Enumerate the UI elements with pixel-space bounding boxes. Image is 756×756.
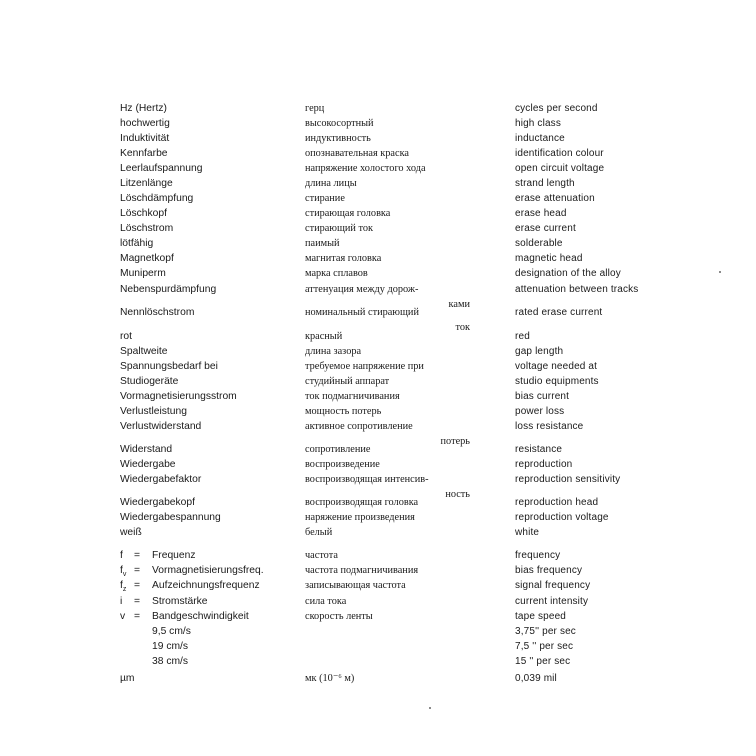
- german-term: Nennlöschstrom: [120, 307, 195, 318]
- russian-term: мощность потерь: [305, 406, 382, 417]
- russian-term: наряжение произведения: [305, 512, 415, 523]
- english-speed: 3,75'' per sec: [515, 626, 576, 637]
- english-term: 0,039 mil: [515, 673, 557, 684]
- russian-term: активное сопротивление потерь: [305, 421, 470, 447]
- english-term: erase attenuation: [515, 193, 595, 204]
- symbol-meaning: Stromstärke: [152, 596, 208, 607]
- symbol-meaning: Aufzeichnungsfrequenz: [152, 580, 260, 591]
- german-term: Löschdämpfung: [120, 193, 194, 204]
- english-term: reproduction head: [515, 497, 599, 508]
- russian-term: напряжение холостого хода: [305, 163, 426, 174]
- english-term: inductance: [515, 133, 565, 144]
- german-term: Verlustleistung: [120, 406, 187, 417]
- english-term: designation of the alloy: [515, 268, 621, 279]
- russian-term: ток подмагничивания: [305, 391, 400, 402]
- russian-term: высокосортный: [305, 118, 374, 129]
- russian-term: герц: [305, 103, 325, 114]
- russian-term: воспроизводящая интенсив- ность: [305, 474, 470, 500]
- english-term: high class: [515, 118, 561, 129]
- german-term: Induktivität: [120, 133, 170, 144]
- russian-term: сопротивление: [305, 444, 371, 455]
- german-term: lötfähig: [120, 238, 154, 249]
- german-term: Studiogeräte: [120, 376, 179, 387]
- english-term: frequency: [515, 550, 561, 561]
- english-term: tape speed: [515, 611, 566, 622]
- german-term: hochwertig: [120, 118, 170, 129]
- german-term: Löschstrom: [120, 223, 174, 234]
- equals-sign: =: [134, 565, 141, 576]
- russian-term: магнитая головка: [305, 253, 382, 264]
- russian-term: сила тока: [305, 596, 347, 607]
- russian-term: аттенуация между дорож- ками: [305, 284, 470, 310]
- russian-term: скорость ленты: [305, 611, 373, 622]
- english-term: bias current: [515, 391, 570, 402]
- german-speed: 19 cm/s: [152, 641, 189, 652]
- micro-row: [0, 671, 756, 701]
- english-term: identification colour: [515, 148, 604, 159]
- german-term: Nebenspurdämpfung: [120, 284, 217, 295]
- russian-term: мк (10⁻⁶ м): [305, 673, 355, 684]
- german-term: Widerstand: [120, 444, 173, 455]
- symbol: $f_z$: [120, 580, 127, 594]
- russian-term: частота: [305, 550, 338, 561]
- german-term: [120, 594, 208, 609]
- german-term: Wiedergabespannung: [120, 512, 221, 523]
- english-term: gap length: [515, 346, 564, 357]
- russian-term: белый: [305, 527, 333, 538]
- russian-term: паимый: [305, 238, 340, 249]
- english-term: signal frequency: [515, 580, 591, 591]
- english-term: rated erase current: [515, 307, 603, 318]
- russian-term: воспроизводящая головка: [305, 497, 419, 508]
- german-term: Litzenlänge: [120, 178, 173, 189]
- russian-term: записывающая частота: [305, 580, 406, 591]
- russian-term: опознавательная краска: [305, 148, 409, 159]
- russian-term: студийный аппарат: [305, 376, 390, 387]
- english-term: attenuation between tracks: [515, 284, 639, 295]
- russian-term: частота подмагничивания: [305, 565, 419, 576]
- german-term: Spannungsbedarf bei: [120, 361, 218, 372]
- english-term: magnetic head: [515, 253, 583, 264]
- scan-speck: [719, 271, 721, 273]
- german-term: Wiedergabekopf: [120, 497, 195, 508]
- equals-sign: =: [134, 596, 141, 607]
- russian-term: длина лицы: [305, 178, 357, 189]
- english-term: solderable: [515, 238, 563, 249]
- english-speed: 7,5 '' per sec: [515, 641, 574, 652]
- english-term: erase current: [515, 223, 576, 234]
- symbol: v: [120, 611, 126, 622]
- german-term: Spaltweite: [120, 346, 168, 357]
- german-term: Wiedergabefaktor: [120, 474, 202, 485]
- russian-term: марка сплавов: [305, 268, 368, 279]
- german-term: µm: [120, 673, 135, 684]
- german-term: Leerlaufspannung: [120, 163, 203, 174]
- russian-term: стирающий ток: [305, 223, 374, 234]
- symbol-meaning: Vormagnetisierungsfreq.: [152, 565, 264, 576]
- english-term: studio equipments: [515, 376, 599, 387]
- russian-term: требуемое напряжение при: [305, 361, 424, 372]
- english-term: open circuit voltage: [515, 163, 605, 174]
- russian-term: индуктивность: [305, 133, 371, 144]
- scan-speck: [429, 707, 431, 709]
- english-term: strand length: [515, 178, 575, 189]
- english-term: erase head: [515, 208, 567, 219]
- german-term: Vormagnetisierungsstrom: [120, 391, 237, 402]
- symbol-meaning: Bandgeschwindigkeit: [152, 611, 249, 622]
- english-term: red: [515, 331, 530, 342]
- russian-term: номинальный стирающий ток: [305, 307, 470, 333]
- symbol: $f_v$: [120, 565, 127, 579]
- english-term: current intensity: [515, 596, 589, 607]
- german-term: [120, 548, 196, 563]
- equals-sign: =: [134, 580, 141, 591]
- german-term: Muniperm: [120, 268, 166, 279]
- russian-term: длина зазора: [305, 346, 362, 357]
- symbol: i: [120, 596, 123, 607]
- german-term: Wiedergabe: [120, 459, 176, 470]
- german-term: Magnetkopf: [120, 253, 174, 264]
- english-term: loss resistance: [515, 421, 584, 432]
- english-term: white: [515, 527, 540, 538]
- english-term: cycles per second: [515, 103, 598, 114]
- russian-term: стирание: [305, 193, 345, 204]
- german-term: weiß: [120, 527, 142, 538]
- german-term: Hz (Hertz): [120, 103, 167, 114]
- german-term: Verlustwiderstand: [120, 421, 202, 432]
- english-term: reproduction: [515, 459, 573, 470]
- english-term: reproduction sensitivity: [515, 474, 621, 485]
- german-term: Löschkopf: [120, 208, 167, 219]
- german-speed: 9,5 cm/s: [152, 626, 191, 637]
- german-term: [120, 609, 249, 624]
- german-speed: 38 cm/s: [152, 656, 189, 667]
- english-term: bias frequency: [515, 565, 583, 576]
- english-term: reproduction voltage: [515, 512, 609, 523]
- english-term: voltage needed at: [515, 361, 598, 372]
- symbol: f: [120, 550, 123, 561]
- german-term: rot: [120, 331, 133, 342]
- russian-term: красный: [305, 331, 343, 342]
- russian-term: стирающая головка: [305, 208, 391, 219]
- german-term: Kennfarbe: [120, 148, 168, 159]
- russian-term: воспроизведение: [305, 459, 380, 470]
- english-term: power loss: [515, 406, 565, 417]
- equals-sign: =: [134, 611, 141, 622]
- english-speed: 15 '' per sec: [515, 656, 571, 667]
- symbol-meaning: Frequenz: [152, 550, 196, 561]
- english-term: resistance: [515, 444, 563, 455]
- equals-sign: =: [134, 550, 141, 561]
